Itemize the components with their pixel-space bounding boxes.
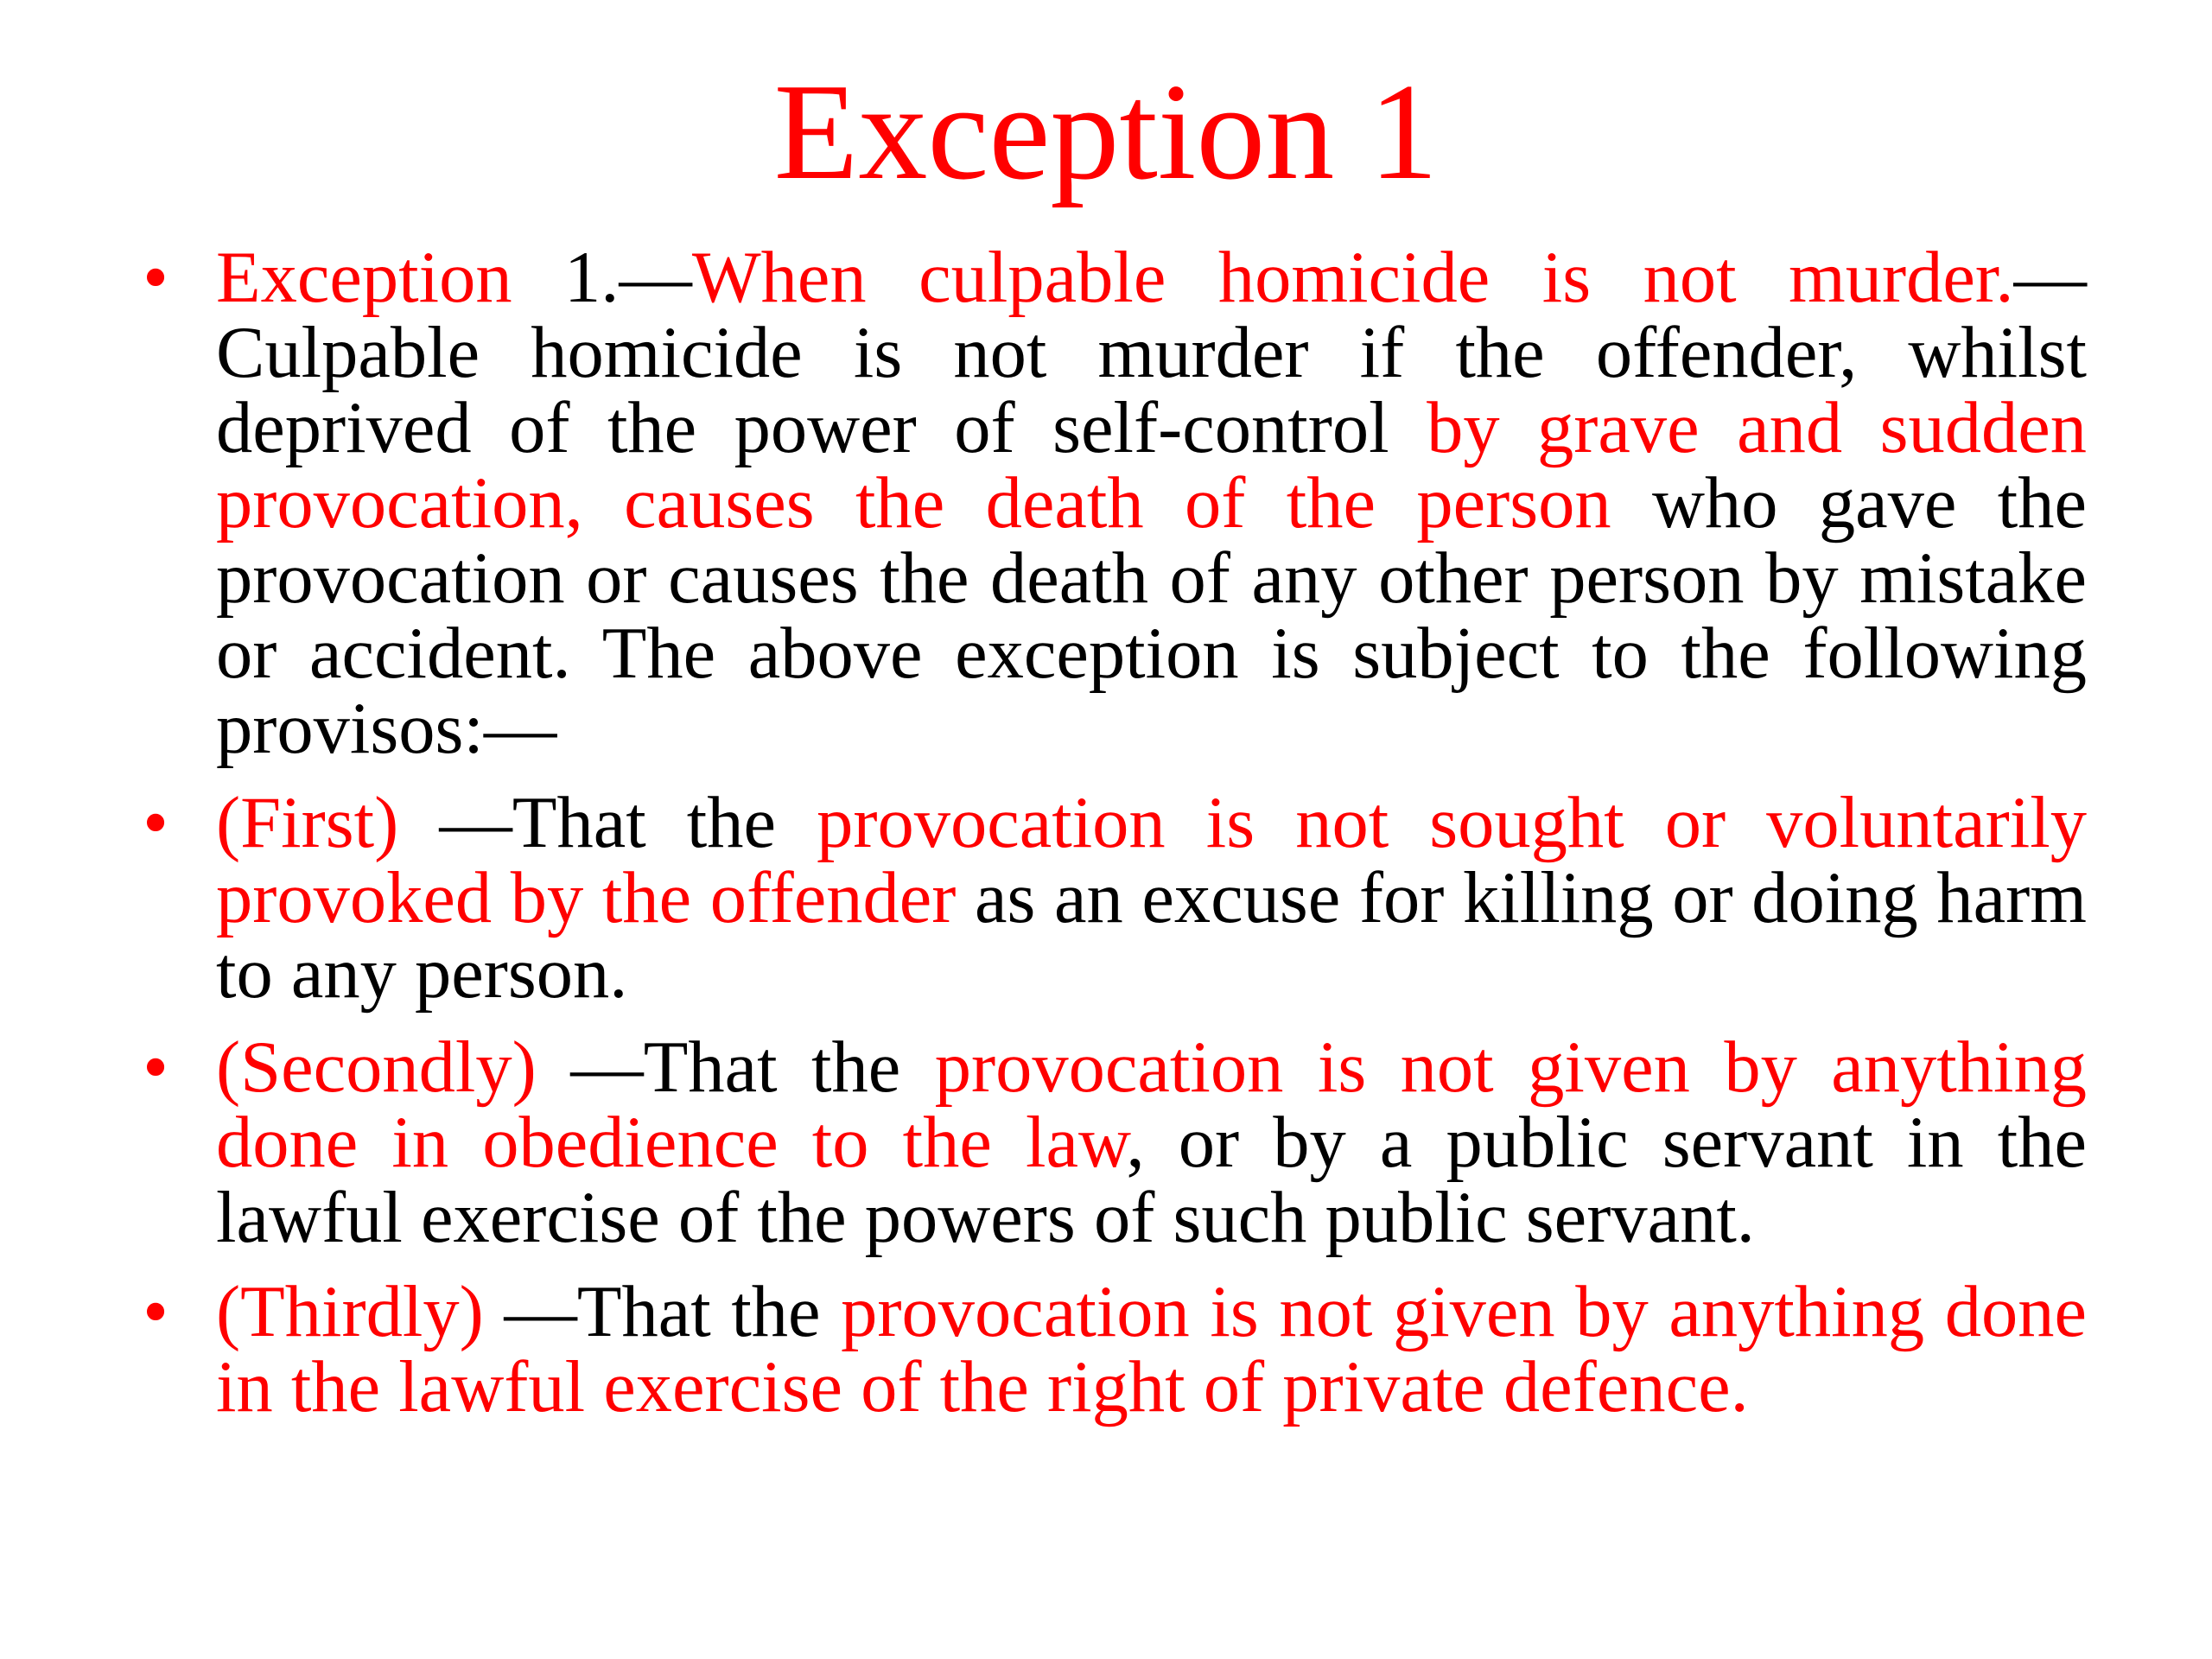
bullet-item [143, 1272, 2087, 1427]
text-segment: — Culpable homicide is not murder if the offender, whilst deprived of the power of self-control [216, 238, 2087, 468]
text-segment: (First) [216, 783, 399, 863]
bullet-item [143, 1027, 2087, 1258]
text-segment: 1.— [564, 238, 692, 318]
text-segment: by grave and sudden provocation, causes the death of the person [216, 388, 2088, 543]
text-segment: When culpable homicide is not murder. [691, 238, 2014, 318]
text-segment: , or by a public servant in the lawful exercise of the powers of such public servant. [216, 1103, 2087, 1258]
bullet-item [143, 783, 2088, 1014]
bullet-item [143, 238, 2088, 769]
bullet-icon: • [143, 783, 168, 863]
text-segment: Exception [216, 238, 565, 318]
text-segment: —That the [398, 783, 817, 863]
text-segment: (Thirdly) [216, 1272, 484, 1352]
text-segment: who gave the provocation or causes the death of any other person by mistake or accident. The above exception is subject to the following provisos:— [216, 463, 2087, 769]
bullet-icon: • [143, 1272, 168, 1352]
text-segment: provocation is not given by anything done in obedience to the law [216, 1027, 2087, 1183]
text-segment: as an excuse for killing or doing harm to any person. [216, 858, 2088, 1014]
bullet-list [143, 238, 2088, 1444]
text-segment: provocation is not sought or voluntarily provoked by the offender [216, 783, 2087, 938]
bullet-icon: • [143, 238, 168, 318]
bullet-icon: • [143, 1027, 168, 1108]
text-segment: —That the [483, 1272, 842, 1352]
text-segment: (Secondly) [216, 1027, 537, 1108]
text-segment: —That the [536, 1027, 935, 1108]
text-segment: provocation is not given by anything done in the lawful exercise of the right of private defence. [216, 1272, 2087, 1427]
slide-title: Exception 1 [773, 54, 1439, 208]
